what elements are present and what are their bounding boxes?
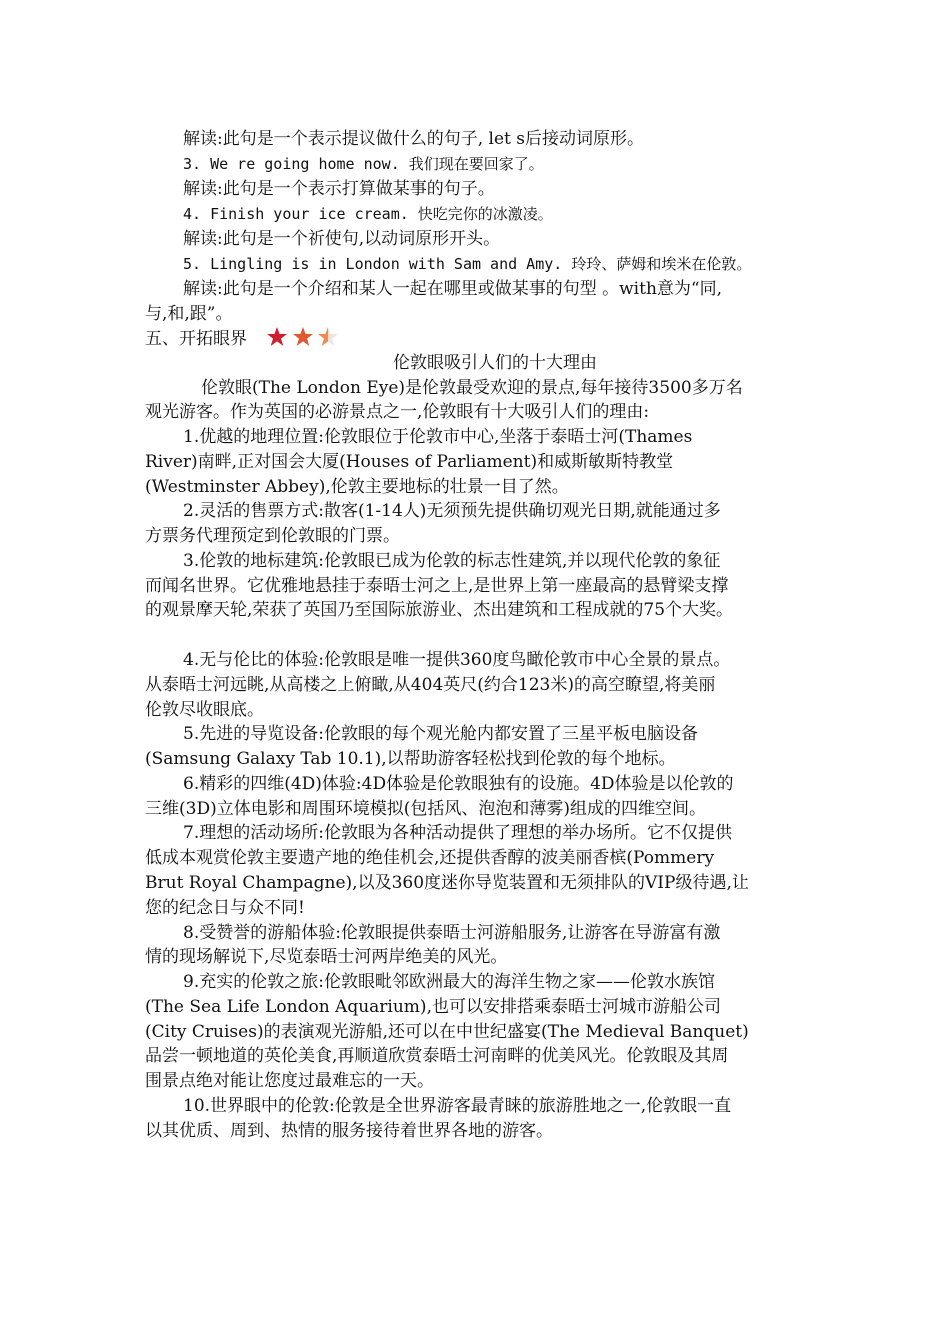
reason-9-line: 围景点绝对能让您度过最难忘的一天。 bbox=[145, 1071, 434, 1091]
reason-5-line: 5.先进的导览设备:伦敦眼的每个观光舱内都安置了三星平板电脑设备 bbox=[183, 724, 698, 744]
reason-10-line: 10.世界眼中的伦敦:伦敦是全世界游客最青睐的旅游胜地之一,伦敦眼一直 bbox=[183, 1096, 732, 1116]
reason-9-line: 品尝一顿地道的英伦美食,再顺道欣赏泰晤士河南畔的优美风光。伦敦眼及其周 bbox=[145, 1046, 729, 1066]
reason-7-line: 7.理想的活动场所:伦敦眼为各种活动提供了理想的举办场所。它不仅提供 bbox=[183, 823, 732, 843]
reason-8-line: 情的现场解说下,尽览泰晤士河两岸绝美的风光。 bbox=[145, 947, 508, 967]
example-4-explanation: 解读:此句是一个祈使句,以动词原形开头。 bbox=[183, 229, 501, 249]
reason-7-line: 低成本观赏伦敦主要遗产地的绝佳机会,还提供香醇的波美丽香槟(Pommery bbox=[145, 848, 715, 868]
example-4-sentence: 4. Finish your ice cream. 快吃完你的冰激凌。 bbox=[183, 205, 553, 223]
reason-4-line: 从泰晤士河远眺,从高楼之上俯瞰,从404英尺(约合123米)的高空瞭望,将美丽 bbox=[145, 675, 716, 695]
reason-10-line: 以其优质、周到、热情的服务接待着世界各地的游客。 bbox=[145, 1121, 553, 1141]
reason-4-line: 伦敦尽收眼底。 bbox=[145, 700, 264, 720]
reason-9-line: (The Sea Life London Aquarium),也可以安排搭乘泰晤士河城市游船公司 bbox=[145, 997, 721, 1017]
example-3-sentence: 3. We re going home now. 我们现在要回家了。 bbox=[183, 155, 544, 173]
reason-9-line: 9.充实的伦敦之旅:伦敦眼毗邻欧洲最大的海洋生物之家——伦敦水族馆 bbox=[183, 972, 715, 992]
reason-5-line: (Samsung Galaxy Tab 10.1),以帮助游客轻松找到伦敦的每个地标。 bbox=[145, 749, 676, 769]
reason-3-line: 3.伦敦的地标建筑:伦敦眼已成为伦敦的标志性建筑,并以现代伦敦的象征 bbox=[183, 551, 721, 571]
reason-1-line: 1.优越的地理位置:伦敦眼位于伦敦市中心,坐落于泰晤士河(Thames bbox=[183, 427, 693, 447]
reason-6-line: 6.精彩的四维(4D)体验:4D体验是伦敦眼独有的设施。4D体验是以伦敦的 bbox=[183, 774, 734, 794]
reason-8-line: 8.受赞誉的游船体验:伦敦眼提供泰晤士河游船服务,让游客在导游富有激 bbox=[183, 923, 721, 943]
reason-7-line: Brut Royal Champagne),以及360度迷你导览装置和无须排队的VIP级待遇,让 bbox=[145, 873, 749, 893]
example-3-explanation: 解读:此句是一个表示打算做某事的句子。 bbox=[183, 179, 495, 199]
star-icon bbox=[293, 327, 313, 346]
article-title: 伦敦眼吸引人们的十大理由 bbox=[393, 353, 597, 373]
reason-2-line: 方票务代理预定到伦敦眼的门票。 bbox=[145, 526, 400, 546]
reason-4-line: 4.无与伦比的体验:伦敦眼是唯一提供360度鸟瞰伦敦市中心全景的景点。 bbox=[183, 650, 731, 670]
reason-3-line: 而闻名世界。它优雅地悬挂于泰晤士河之上,是世界上第一座最高的悬臂梁支撑 bbox=[145, 576, 729, 596]
reason-2-line: 2.灵活的售票方式:散客(1-14人)无须预先提供确切观光日期,就能通过多 bbox=[183, 501, 721, 521]
intro-line: 伦敦眼(The London Eye)是伦敦最受欢迎的景点,每年接待3500多万名 bbox=[201, 378, 743, 398]
reason-1-line: (Westminster Abbey),伦敦主要地标的壮景一目了然。 bbox=[145, 477, 569, 497]
reason-6-line: 三维(3D)立体电影和周围环境模拟(包括风、泡泡和薄雾)组成的四维空间。 bbox=[145, 799, 706, 819]
section-heading bbox=[145, 326, 815, 350]
section-heading-text: 五、开拓眼界 bbox=[145, 329, 247, 349]
star-icon bbox=[267, 327, 287, 346]
reason-7-line: 您的纪念日与众不同! bbox=[145, 898, 305, 918]
reason-1-line: River)南畔,正对国会大厦(Houses of Parliament)和威斯敏斯特教堂 bbox=[145, 452, 674, 472]
intro-line: 观光游客。作为英国的必游景点之一,伦敦眼有十大吸引人们的理由: bbox=[145, 402, 650, 422]
star-rating-icon bbox=[266, 326, 348, 348]
example-5-sentence: 5. Lingling is in London with Sam and Amy. 玲玲、萨姆和埃米在伦敦。 bbox=[183, 255, 752, 273]
reason-3-line: 的观景摩天轮,荣获了英国乃至国际旅游业、杰出建筑和工程成就的75个大奖。 bbox=[145, 600, 734, 620]
reason-9-line: (City Cruises)的表演观光游船,还可以在中世纪盛宴(The Medieval Banquet) bbox=[145, 1022, 749, 1042]
example-1-explanation: 解读:此句是一个表示提议做什么的句子, let s后接动词原形。 bbox=[183, 129, 644, 149]
example-5-explanation-continued: 与,和,跟”。 bbox=[145, 304, 233, 324]
example-5-explanation: 解读:此句是一个介绍和某人一起在哪里或做某事的句型 。with意为“同, bbox=[183, 279, 722, 299]
